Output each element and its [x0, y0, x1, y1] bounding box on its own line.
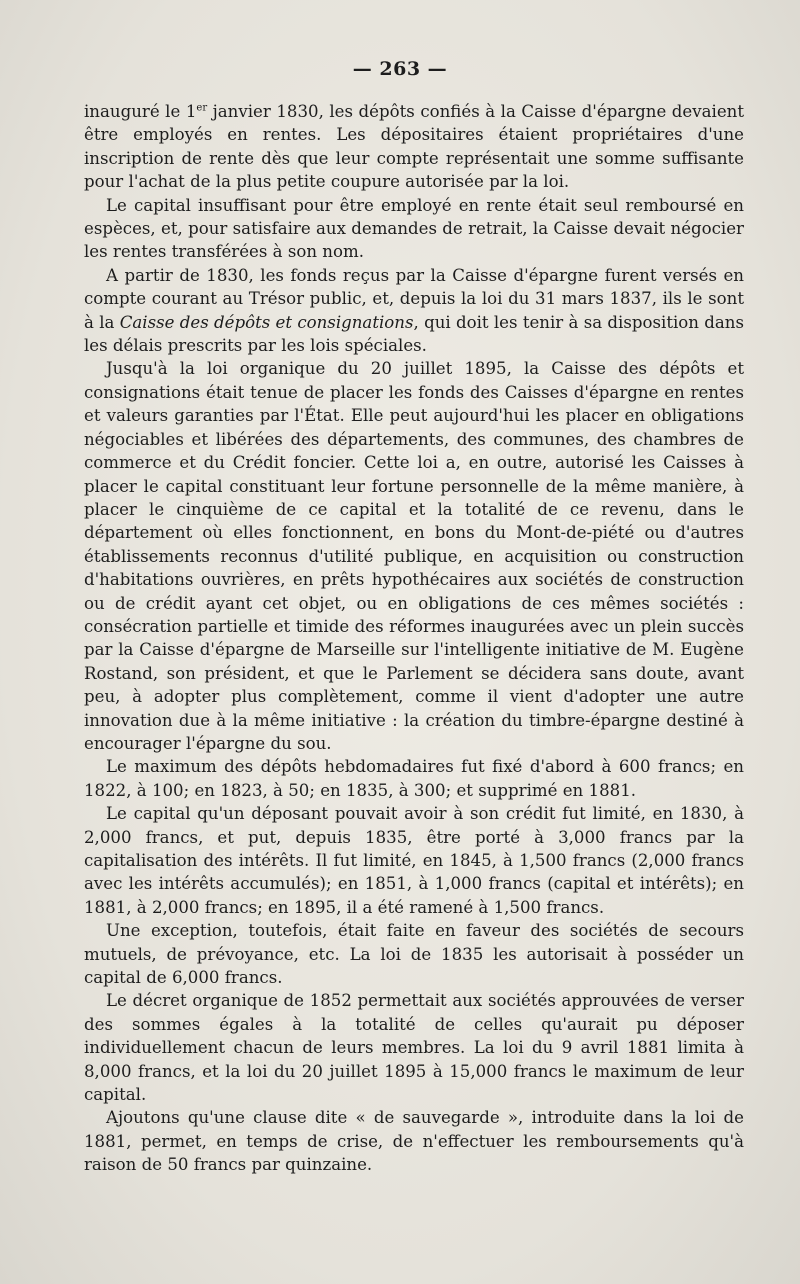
body-text: [84, 100, 744, 1177]
paragraph-3: [84, 264, 744, 358]
ordinal-superscript: er: [196, 102, 208, 114]
page-number: — 263 —: [352, 58, 448, 80]
paragraph-3-rest: , qui doit les tenir à sa disposition dans les délais prescrits par les lois spéciales.: [84, 312, 744, 356]
paragraph-2: Le capital insuffisant pour être employé en rente était seul remboursé en espèces, et, pour satisfaire aux demandes de retrait, la Caisse devait négocier les rentes transférées à son nom.: [84, 195, 744, 262]
paragraph-1-start: inauguré le 1: [84, 102, 197, 121]
paragraph-9: Ajoutons qu'une clause dite « de sauvegarde », introduite dans la loi de 1881, permet, en temps de crise, de n'effectuer les remboursements qu'à raison de 50 francs par quinzaine.: [84, 1108, 744, 1175]
paragraph-8: Le décret organique de 1852 permettait aux sociétés approuvées de verser des sommes égales à la totalité de celles qu'aurait pu déposer individuellement chacun de leurs membres. La loi du 9 avril 1881 limita à 8,000 francs, et la loi du 20 juillet 1895 à 15,000 francs le maximum de leur capital.: [84, 991, 744, 1105]
institution-name-italic: Caisse des dépôts et consignations: [119, 312, 414, 332]
paragraph-7: Une exception, toutefois, était faite en faveur des sociétés de secours mutuels, de prévoyance, etc. La loi de 1835 les autorisait à posséder un capital de 6,000 francs.: [84, 921, 744, 988]
paragraph-1-rest: janvier 1830, les dépôts confiés à la Caisse d'épargne devaient être employés en rentes. Les dépositaires étaient propriétaires d'une inscription de rente dès que leur compte représentait une somme suffisante pour l'achat de la plus petite coupure autorisée par la loi.: [84, 102, 744, 192]
paragraph-5: Le maximum des dépôts hebdomadaires fut fixé d'abord à 600 francs; en 1822, à 100; en 1823, à 50; en 1835, à 300; et supprimé en 1881.: [84, 757, 744, 800]
paragraph-1: [84, 100, 744, 194]
paragraph-6: Le capital qu'un déposant pouvait avoir à son crédit fut limité, en 1830, à 2,000 francs, et put, depuis 1835, être porté à 3,000 francs par la capitalisation des intérêts. Il fut limité, en 1845, à 1,500 francs (2,000 francs avec les intérêts accumulés); en 1851, à 1,000 francs (capital et intérêts); en 1881, à 2,000 francs; en 1895, il a été ramené à 1,500 francs.: [84, 804, 744, 917]
paragraph-4: Jusqu'à la loi organique du 20 juillet 1895, la Caisse des dépôts et consignations était tenue de placer les fonds des Caisses d'épargne en rentes et valeurs garanties par l'État. Elle peut aujourd'hui les placer en obligations négociables et libérées des départements, des communes, des chambres de commerce et du Crédit foncier. Cette loi a, en outre, autorisé les Caisses à placer le capital constituant leur fortune personnelle de la même manière, à placer le cinquième de ce capital et la totalité de ce revenu, dans le département où elles fonctionnent, en bons du Mont-de-piété ou d'autres établissements reconnus d'utilité publique, en acquisition ou construction d'habitations ouvrières, en prêts hypothécaires aux sociétés de construction ou de crédit ayant cet objet, ou en obligations de ces mêmes sociétés : consécration partielle et timide des réformes inaugurées avec un plein succès par la Caisse d'épargne de Marseille sur l'intelligente initiative de M. Eugène Rostand, son président, et que le Parlement se décidera sans doute, avant peu, à adopter plus complètement, comme il vient d'adopter une autre innovation due à la même initiative : la création du timbre-épargne destiné à encourager l'épargne du sou.: [84, 359, 744, 753]
paragraph-3-start: A partir de 1830, les fonds reçus par la Caisse d'épargne furent versés en compte courant au Trésor public, et, depuis la loi du 31 mars 1837, ils le sont à la: [84, 265, 744, 332]
